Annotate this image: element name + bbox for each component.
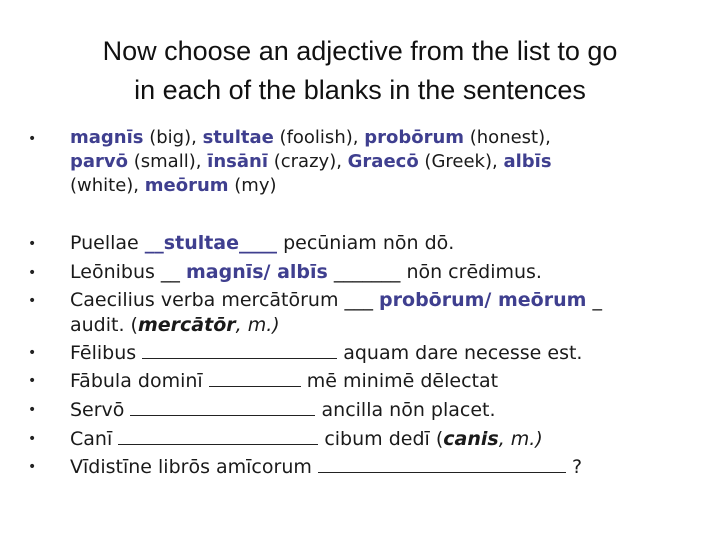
answer-1: __stultae____ xyxy=(144,232,278,254)
bullet: • xyxy=(28,459,37,475)
sentence-6: Servō ancilla nōn placet. xyxy=(70,399,496,421)
answer-3: probōrum/ meōrum xyxy=(379,289,587,311)
bullet: • xyxy=(28,345,37,361)
answer-2: magnīs/ albīs xyxy=(185,261,328,283)
slide-title xyxy=(0,32,720,110)
sentence-3-continued: audit. (mercātōr, m.) xyxy=(70,314,280,336)
word-list-line-1: magnīs (big), stultae (foolish), probōrum (honest), xyxy=(70,127,551,148)
sentence-7: Canī cibum dedī (canis, m.) xyxy=(70,428,543,450)
word-list-line-2: parvō (small), īnsānī (crazy), Graecō (Greek), albīs xyxy=(70,151,552,172)
bullet: • xyxy=(28,265,37,281)
word-list-line-3: (white), meōrum (my) xyxy=(70,175,277,196)
title-line-2: in each of the blanks in the sentences xyxy=(134,75,586,105)
answer-blank[interactable] xyxy=(209,368,301,387)
bullet: • xyxy=(28,236,37,252)
sentence-8: Vīdistīne librōs amīcorum ? xyxy=(70,456,583,478)
answer-blank[interactable] xyxy=(118,426,318,445)
bullet: • xyxy=(28,402,37,418)
title-line-1: Now choose an adjective from the list to go xyxy=(102,36,618,66)
sentence-1: Puellae __stultae____ pecūniam nōn dō. xyxy=(70,232,455,254)
sentence-3: Caecilius verba mercātōrum ___ probōrum/ meōrum _ xyxy=(70,289,602,311)
answer-blank[interactable] xyxy=(142,340,337,359)
sentence-2: Leōnibus __ magnīs/ albīs _______ nōn crēdimus. xyxy=(70,261,542,283)
bullet: • xyxy=(28,373,37,389)
sentence-5: Fābula dominī mē minimē dēlectat xyxy=(70,370,499,392)
sentence-4: Fēlibus aquam dare necesse est. xyxy=(70,342,583,364)
bullet: • xyxy=(28,131,37,147)
bullet: • xyxy=(28,431,37,447)
answer-blank[interactable] xyxy=(318,454,566,473)
bullet: • xyxy=(28,293,37,309)
answer-blank[interactable] xyxy=(130,397,315,416)
